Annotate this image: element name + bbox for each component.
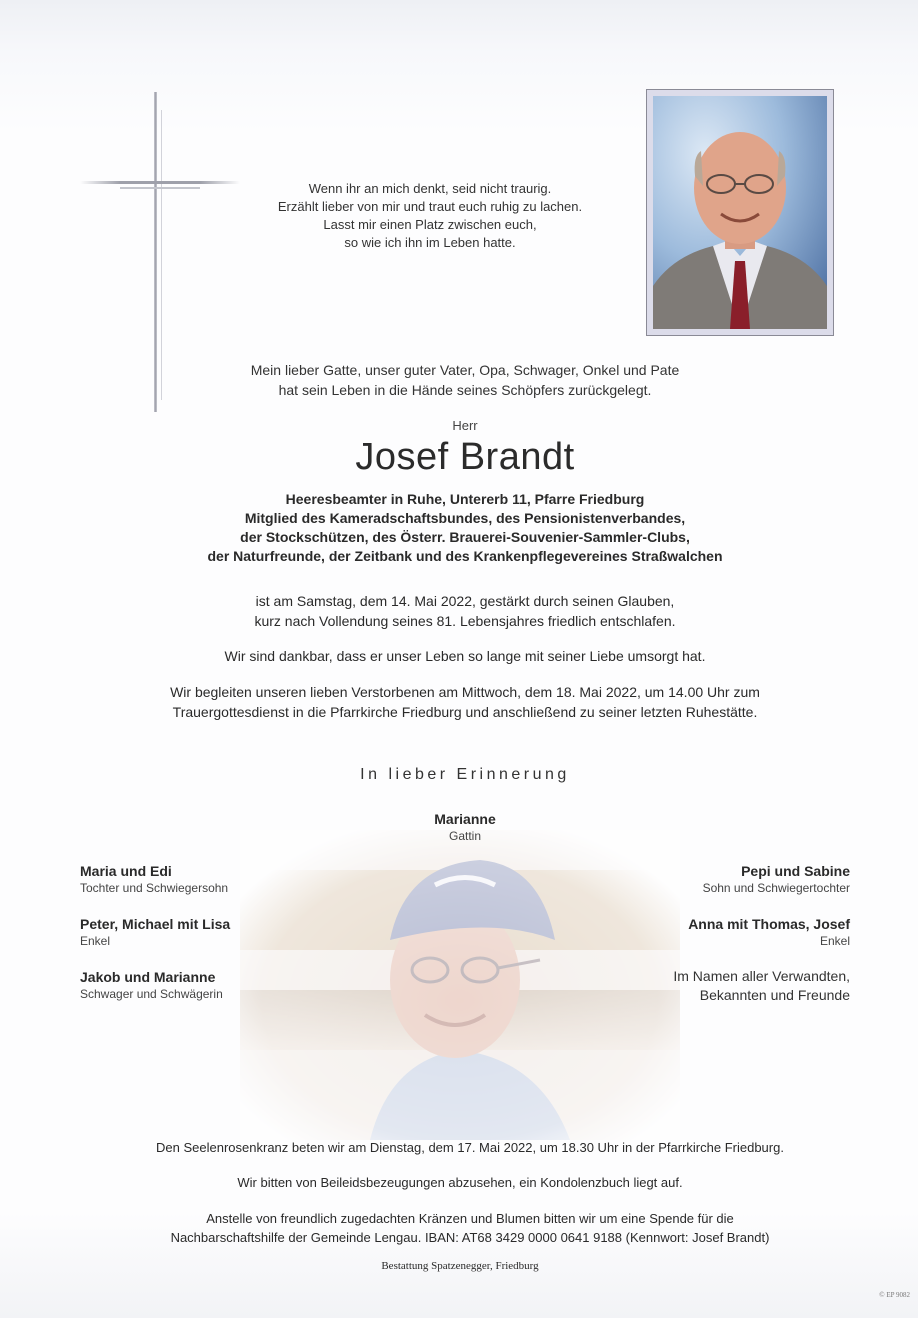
- poem-line: Wenn ihr an mich denkt, seid nicht traurig.: [308, 181, 552, 196]
- family-name: Peter, Michael mit Lisa: [80, 916, 231, 932]
- poem-line: Erzählt lieber von mir und traut euch ruhig zu lachen.: [277, 199, 583, 214]
- print-code: © EP 9082: [879, 1291, 910, 1299]
- detail-line: der Stockschützen, des Österr. Brauerei-Souvenier-Sammler-Clubs,: [240, 529, 690, 545]
- donation-line: Anstelle von freundlich zugedachten Kränzen und Blumen bitten wir um eine Spende für die: [206, 1211, 734, 1226]
- detail-line: Heeresbeamter in Ruhe, Untererb 11, Pfarre Friedburg: [285, 491, 645, 507]
- family-name: Maria und Edi: [80, 863, 172, 879]
- closing-line: Im Namen aller Verwandten,: [673, 968, 850, 984]
- undertaker: Bestattung Spatzenegger, Friedburg: [381, 1260, 539, 1272]
- family-name: Pepi und Sabine: [741, 863, 850, 879]
- memory-heading: In lieber Erinnerung: [360, 766, 570, 783]
- family-relation: Schwager und Schwägerin: [80, 987, 223, 1001]
- death-notice: [150, 591, 780, 631]
- donation-notice: [90, 1209, 850, 1247]
- family-relation: Enkel: [80, 934, 111, 948]
- portrait-photo: [653, 96, 827, 329]
- family-right-2: [600, 915, 850, 949]
- family-name: Marianne: [434, 811, 496, 827]
- family-name: Jakob und Marianne: [80, 969, 216, 985]
- detail-line: der Naturfreunde, der Zeitbank und des Krankenpflegevereines Straßwalchen: [207, 548, 723, 564]
- family-relation: Gattin: [448, 829, 481, 843]
- funeral-notice: [100, 682, 830, 722]
- poem-line: Lasst mir einen Platz zwischen euch,: [323, 217, 537, 232]
- funeral-line: Trauergottesdienst in die Pfarrkirche Friedburg und anschließend zu seiner letzten Ruhestätte.: [172, 704, 758, 720]
- family-relation: Tochter und Schwiegersohn: [80, 881, 229, 895]
- condolence-notice: Wir bitten von Beileidsbezeugungen abzusehen, ein Kondolenzbuch liegt auf.: [237, 1175, 683, 1190]
- family-left-3: [80, 968, 330, 1002]
- family-left-2: [80, 915, 330, 949]
- family-relation: Enkel: [819, 934, 850, 948]
- family-left-1: [80, 862, 330, 896]
- poem-line: so wie ich ihn im Leben hatte.: [344, 235, 516, 250]
- portrait-photo-frame: [646, 89, 834, 336]
- deceased-details: [140, 490, 790, 566]
- poem: [230, 180, 630, 252]
- thanks-text: Wir sind dankbar, dass er unser Leben so lange mit seiner Liebe umsorgt hat.: [224, 648, 706, 664]
- donation-line: Nachbarschaftshilfe der Gemeinde Lengau. IBAN: AT68 3429 0000 0641 9188 (Kennwort: Josef Brandt): [170, 1230, 770, 1245]
- salutation: Herr: [452, 418, 478, 433]
- deceased-name: Josef Brandt: [355, 436, 575, 478]
- intro-line: Mein lieber Gatte, unser guter Vater, Opa, Schwager, Onkel und Pate: [250, 362, 680, 378]
- detail-line: Mitglied des Kameradschaftsbundes, des Pensionistenverbandes,: [244, 510, 686, 526]
- family-name: Anna mit Thomas, Josef: [688, 916, 850, 932]
- family-closing: [600, 967, 850, 1005]
- death-line: ist am Samstag, dem 14. Mai 2022, gestärkt durch seinen Glauben,: [255, 593, 675, 609]
- family-relation: Sohn und Schwiegertochter: [702, 881, 850, 895]
- closing-line: Bekannten und Freunde: [699, 987, 850, 1003]
- intro-text: [180, 360, 750, 400]
- intro-line: hat sein Leben in die Hände seines Schöpfers zurückgelegt.: [278, 382, 652, 398]
- family-center: [370, 810, 560, 844]
- funeral-line: Wir begleiten unseren lieben Verstorbenen am Mittwoch, dem 18. Mai 2022, um 14.00 Uhr zum: [170, 684, 760, 700]
- family-right-1: [600, 862, 850, 896]
- rosary-notice: Den Seelenrosenkranz beten wir am Dienstag, dem 17. Mai 2022, um 18.30 Uhr in der Pfarrkirche Friedburg.: [156, 1140, 784, 1155]
- death-line: kurz nach Vollendung seines 81. Lebensjahres friedlich entschlafen.: [254, 613, 676, 629]
